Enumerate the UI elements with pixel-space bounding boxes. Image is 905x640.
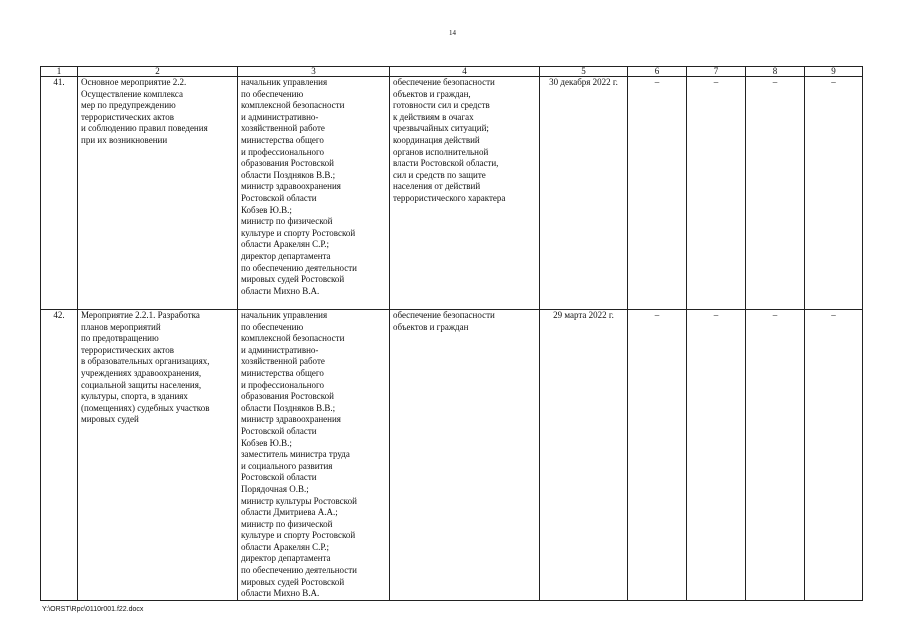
header-row — [41, 67, 863, 77]
column-header-8: 8 — [746, 67, 805, 77]
column-7-cell: – — [687, 310, 746, 601]
column-8-cell: – — [746, 310, 805, 601]
column-6-cell: – — [628, 77, 687, 310]
responsible-cell: начальник управления по обеспечению комплексной безопасности и административно- хозяйственной работе министерства общего и профессионального образования Ростовской области Поздняков В.В.; министр здравоохранения Ростовской области Кобзев Ю.В.; заместитель министра труда и социального развития Ростовской области Порядочная О.В.; министр культуры Ростовской области Дмитриева А.А.; министр по физической культуре и спорту Ростовской области Аракелян С.Р.; директор департамента по обеспечению деятельности мировых судей Ростовской области Михно В.А. — [238, 310, 390, 601]
deadline-cell: 30 декабря 2022 г. — [540, 77, 628, 310]
result-cell: обеспечение безопасности объектов и граждан — [390, 310, 540, 601]
column-9-cell: – — [805, 310, 863, 601]
column-header-1: 1 — [41, 67, 78, 77]
event-name-cell: Мероприятие 2.2.1. Разработка планов мероприятий по предотвращению террористических актов в образовательных организациях, учреждениях здравоохранения, социальной защиты населения, культуры, спорта, в зданиях (помещениях) судебных участков мировых судей — [78, 310, 238, 601]
table-row — [41, 77, 863, 310]
column-header-4: 4 — [390, 67, 540, 77]
file-path-footer: Y:\ORST\Rpc\0110r001.f22.docx — [42, 606, 144, 613]
column-header-9: 9 — [805, 67, 863, 77]
column-8-cell: – — [746, 77, 805, 310]
column-header-2: 2 — [78, 67, 238, 77]
column-9-cell: – — [805, 77, 863, 310]
column-header-6: 6 — [628, 67, 687, 77]
row-number: 41. — [41, 77, 78, 310]
column-6-cell: – — [628, 310, 687, 601]
page-number: 14 — [449, 29, 456, 37]
column-header-7: 7 — [687, 67, 746, 77]
column-7-cell: – — [687, 77, 746, 310]
column-header-5: 5 — [540, 67, 628, 77]
result-cell: обеспечение безопасности объектов и граждан, готовности сил и средств к действиям в очагах чрезвычайных ситуаций; координация действий органов исполнительной власти Ростовской области, сил и средств по защите населения от действий террористического характера — [390, 77, 540, 310]
column-header-3: 3 — [238, 67, 390, 77]
table-row — [41, 310, 863, 601]
events-table — [40, 66, 863, 601]
responsible-cell: начальник управления по обеспечению комплексной безопасности и административно- хозяйственной работе министерства общего и профессионального образования Ростовской области Поздняков В.В.; министр здравоохранения Ростовской области Кобзев Ю.В.; министр по физической культуре и спорту Ростовской области Аракелян С.Р.; директор департамента по обеспечению деятельности мировых судей Ростовской области Михно В.А. — [238, 77, 390, 310]
deadline-cell: 29 марта 2022 г. — [540, 310, 628, 601]
row-number: 42. — [41, 310, 78, 601]
event-name-cell: Основное мероприятие 2.2. Осуществление комплекса мер по предупреждению террористических актов и соблюдению правил поведения при их возникновении — [78, 77, 238, 310]
